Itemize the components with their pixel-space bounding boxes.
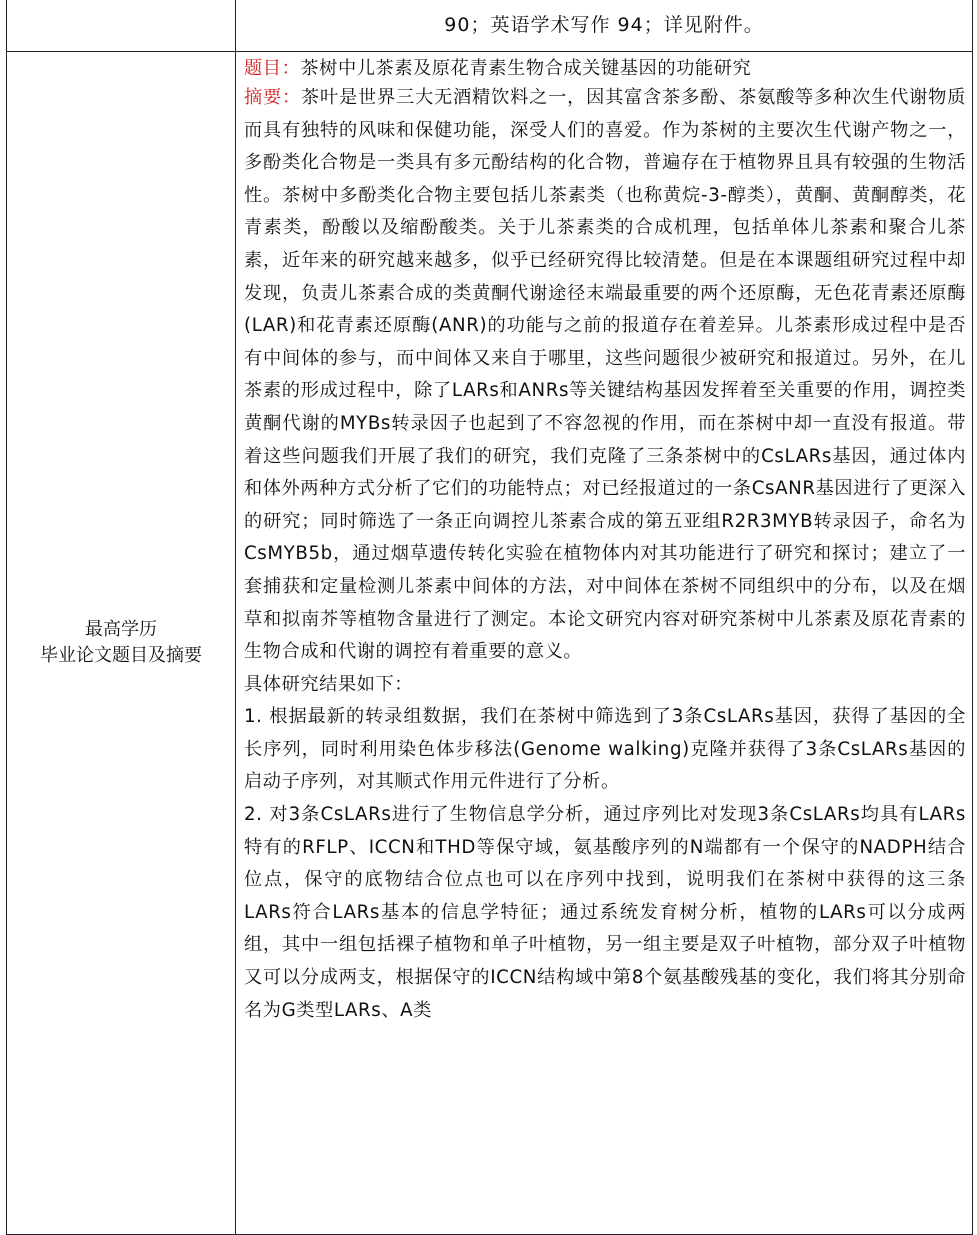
title-label: 题目： <box>244 58 301 79</box>
results-heading: 具体研究结果如下： <box>244 673 414 695</box>
abstract-paragraph <box>244 82 966 669</box>
abstract-text: 茶叶是世界三大无酒精饮料之一，因其富含茶多酚、茶氨酸等多种次生代谢物质而具有独特的风味和保健功能，深受人们的喜爱。作为茶树的主要次生代谢产物之一，多酚类化合物是一类具有多元酚结构的化合物，普遍存在于植物界且具有较强的生物活性。茶树中多酚类化合物主要包括儿茶素类（也称黄烷-3-醇类），黄酮、黄酮醇类，花青素类，酚酸以及缩酚酸类。关于儿茶素类的合成机理，包括单体儿茶素和聚合儿茶素，近年来的研究越来越多，似乎已经研究得比较清楚。但是在本课题组研究过程中却发现，负责儿茶素合成的类黄酮代谢途径末端最重要的两个还原酶，无色花青素还原酶(LAR)和花青素还原酶(ANR)的功能与之前的报道存在着差异。儿茶素形成过程中是否有中间体的参与，而中间体又来自于哪里，这些问题很少被研究和报道过。另外，在儿茶素的形成过程中，除了LARs和ANRs等关键结构基因发挥着至关重要的作用，调控类黄酮代谢的MYBs转录因子也起到了不容忽视的作用，而在茶树中却一直没有报道。带着这些问题我们开展了我们的研究，我们克隆了三条茶树中的CsLARs基因，通过体内和体外两种方式分析了它们的功能特点；对已经报道过的一条CsANR基因进行了更深入的研究；同时筛选了一条正向调控儿茶素合成的第五亚组R2R3MYB转录因子，命名为CsMYB5b，通过烟草遗传转化实验在植物体内对其功能进行了研究和探讨；建立了一套捕获和定量检测儿茶素中间体的方法，对中间体在茶树不同组织中的分布，以及在烟草和拟南芥等植物含量进行了测定。本论文研究内容对研究茶树中儿茶素及原花青素的生物合成和代谢的调控有着重要的意义。 <box>244 87 966 663</box>
thesis-title: 茶树中儿茶素及原花青素生物合成关键基因的功能研究 <box>300 58 752 79</box>
label-cell <box>7 52 236 1235</box>
label-line-2: 毕业论文题目及摘要 <box>40 645 202 666</box>
scores-cell <box>236 0 973 52</box>
scores-text: 90；英语学术写作 94；详见附件。 <box>444 14 764 36</box>
form-table <box>6 0 973 1235</box>
label-line-1: 最高学历 <box>85 619 157 640</box>
table-row <box>7 0 973 52</box>
thesis-content <box>236 52 972 1230</box>
row-label <box>7 52 235 1234</box>
abstract-label: 摘要： <box>244 87 302 108</box>
result-item-1: 1. 根据最新的转录组数据，我们在茶树中筛选到了3条CsLARs基因，获得了基因的全长序列，同时利用染色体步移法(Genome walking)克隆并获得了3条CsLARs基因的启动子序列，对其顺式作用元件进行了分析。 <box>244 706 966 793</box>
thesis-title-line <box>244 56 966 82</box>
thesis-cell <box>236 52 973 1235</box>
result-item-2: 2. 对3条CsLARs进行了生物信息学分析，通过序列比对发现3条CsLARs均具有LARs特有的RFLP、ICCN和THD等保守域，氨基酸序列的N端都有一个保守的NADPH结合位点，保守的底物结合位点也可以在序列中找到，说明我们在茶树中获得的这三条LARs符合LARs基本的信息学特征；通过系统发育树分析，植物的LARs可以分成两组，其中一组包括裸子植物和单子叶植物，另一组主要是双子叶植物，部分双子叶植物又可以分成两支，根据保守的ICCN结构域中第8个氨基酸残基的变化，我们将其分别命名为G类型LARs、A类 <box>244 804 966 1021</box>
table-row <box>7 52 973 1235</box>
empty-label-cell <box>7 0 236 52</box>
